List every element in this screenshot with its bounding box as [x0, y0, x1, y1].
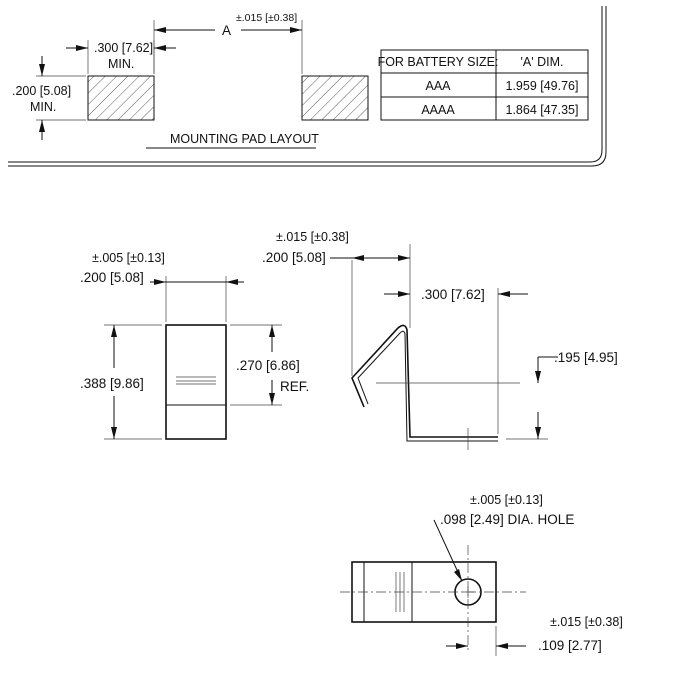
dim-pad-height	[12, 56, 86, 140]
front-view	[80, 251, 309, 439]
battery-size-table	[378, 50, 588, 120]
side-width-tolerance: ±.015 [±0.38]	[276, 230, 349, 244]
table-header-dim: 'A' DIM.	[520, 55, 564, 69]
dim-pad-width	[66, 40, 176, 74]
pad-width-value: .300 [7.62]	[94, 41, 154, 55]
mounting-pad-right	[302, 76, 368, 120]
pad-width-note: MIN.	[108, 57, 135, 71]
side-offset-value: .300 [7.62]	[421, 287, 485, 302]
hole-value: .098 [2.49] DIA. HOLE	[440, 512, 575, 527]
dim-a-tolerance: ±.015 [±0.38]	[236, 12, 298, 24]
dim-edge	[446, 615, 623, 656]
dim-front-ref	[230, 325, 309, 405]
side-view	[262, 230, 618, 450]
table-cell-size: AAAA	[421, 103, 455, 117]
bottom-view	[340, 493, 623, 656]
hole-tolerance: ±.005 [±0.13]	[470, 493, 543, 507]
dim-a-label: A	[222, 23, 232, 38]
dim-side-width	[262, 230, 410, 376]
table-header-size: FOR BATTERY SIZE:	[377, 55, 499, 69]
dim-side-height	[506, 350, 618, 439]
front-ref-value: .270 [6.86]	[236, 358, 300, 373]
dim-front-height	[80, 325, 162, 439]
front-width-value: .200 [5.08]	[80, 270, 144, 285]
mounting-pad-left	[88, 76, 154, 120]
side-width-value: .200 [5.08]	[262, 250, 326, 265]
edge-tolerance: ±.015 [±0.38]	[550, 615, 623, 629]
front-width-tolerance: ±.005 [±0.13]	[92, 251, 165, 265]
dim-front-width	[80, 251, 244, 322]
table-cell-size: AAA	[425, 79, 451, 93]
table-cell-dim: 1.959 [49.76]	[505, 79, 579, 93]
mounting-pad-caption: MOUNTING PAD LAYOUT	[170, 132, 319, 146]
pad-height-note: MIN.	[30, 100, 57, 114]
mounting-pad-layout	[12, 12, 368, 148]
side-height-value: .195 [4.95]	[554, 350, 618, 365]
front-ref-note: REF.	[280, 379, 310, 394]
table-cell-dim: 1.864 [47.35]	[505, 103, 579, 117]
dim-a	[154, 12, 302, 74]
pad-height-value: .200 [5.08]	[12, 84, 72, 98]
edge-value: .109 [2.77]	[538, 638, 602, 653]
front-height-value: .388 [9.86]	[80, 376, 144, 391]
dim-hole	[434, 493, 574, 581]
